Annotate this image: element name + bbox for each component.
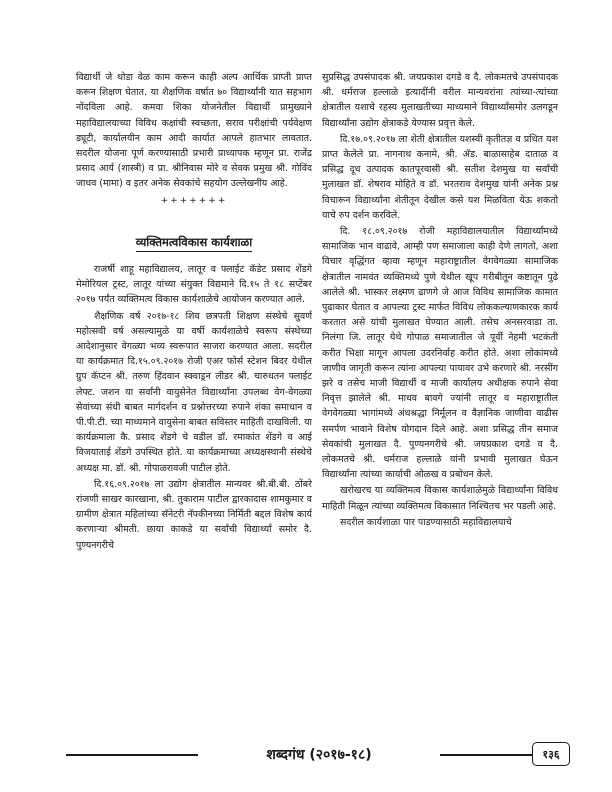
footer-left-rule	[66, 754, 198, 756]
section-heading: व्यक्तिमत्वविकास कार्यशाळा	[136, 235, 253, 252]
right-paragraph-1: सुप्रसिद्ध उपसंपादक श्री. जयप्रकाश दगडे व दै. लोकमतचे उपसंपादक श्री. धर्मराज हल्लाळे इत्यादींनी वरील मान्यवरांना त्यांच्या-त्यांच्या क्षेत्रातील यशाचे रहस्य मुलाखतीच्या माध्यमाने विद्यार्थ्यांसमोर उलगडून विद्यार्थ्यांना उद्योग क्षेत्राकडे येण्यास प्रवृत्त केले.	[322, 72, 558, 129]
footer-right-rule	[440, 754, 532, 756]
left-paragraph-2: राजर्षी शाहू महाविद्यालय, लातूर व फ्लाईट कॅडेट प्रसाद शेंडगे मेमोरियल ट्रस्ट, लातूर यांच्या संयुक्त विद्यमाने दि.१५ ते १८ सप्टेंबर २०१७ पर्यंत व्यक्तिमत्व विकास कार्यशाळेचे आयोजन करण्यात आले.	[76, 264, 312, 306]
left-paragraph-4: दि.१६.०९.२०१७ ला उद्योग क्षेत्रातील मान्यवर श्री.बी.बी. ठोंबरे रांजणी साखर कारखाना, श्री. तुकाराम पाटील द्वारकादास शामकुमार व ग्रामीण क्षेत्रात महिलांच्या सॅनेटरी नॅपकीनच्या निर्मिती बद्दल विशेष कार्य करणाऱ्या श्रीमती. छाया काकडे या सर्वांची विद्यार्थ्यां समोर दै. पुण्यनगरीचे	[76, 478, 312, 551]
footer-title: शब्दगंध (२०१७-१८)	[266, 747, 372, 763]
page-number: १३६	[532, 742, 570, 766]
section-heading-wrap	[76, 235, 312, 252]
right-paragraph-5: सदरील कार्यशाळा पार पाडण्यासाठी महाविद्यालयाचे	[340, 516, 512, 528]
right-column	[322, 70, 558, 531]
right-paragraph-3: दि. १८.०९.२०१७ रोजी महाविद्यालयातील विद्यार्थ्यांमध्ये सामाजिक भान वाढावे, आम्ही पण समाजाला काही देणे लागतो, अशा विचार वृद्धिंगत व्हावा म्हणून महाराष्ट्रातील वेगवेगळ्या सामाजिक क्षेत्रातील नामवंत व्यक्तिमध्ये पुणे येथील खूप गरीबीतून कष्टातून पुढे आलेले श्री. भास्कर लक्ष्मण ढाणगे जे आज विविध सामाजिक कामात पुढाकार घेतात व आपल्या ट्रस्ट मार्फत विविध लोककल्याणकारक कार्य करतात असे यांची मुलाखत घेण्यात आली. तसेच अनसरवाडा ता. निलंगा जि. लातूर येथे गोपाळ समाजातील जे पूर्वी नेहमी भटकंती करीत भिक्षा मागून आपला उदरनिर्वाह करीत होते. अशा लोकांमध्ये जाणीव जागृती करून त्यांना आपल्या पायावर उभे करणारे श्री. नरसींग झरे व तसेच माजी विद्यार्थी व माजी कार्यालय अधीक्षक रुपाने सेवा निवृत्त झालेले श्री. माधव बावगे ज्यांनी लातूर व महाराष्ट्रातील वेगवेगळ्या भागांमध्ये अंधश्रद्धा निर्मूलन व वैज्ञानिक जाणीवा वाढीस समर्पण भावाने विशेष योगदान दिले आहे. अशा प्रसिद्ध तीन समाज सेवकांची मुलाखत दै. पुण्यनगरीचे श्री. जयप्रकाश दगडे व दै. लोकमतचे श्री. धर्मराज हल्लाळे यांनी प्रभावी मुलाखत घेऊन विद्यार्थ्यांना त्यांच्या कार्याची ओळख व प्रबोधन केले.	[322, 226, 558, 481]
page-footer	[66, 741, 572, 771]
right-paragraph-4: खरोखरच या व्यक्तिमत्व विकास कार्यशाळेमुळे विद्यार्थ्यांना विविध माहिती मिळून त्यांच्या व्यक्तिमत्व विकासात निश्चितच भर पडली आहे.	[322, 485, 558, 512]
right-paragraph-2: दि.१७.०९.२०१७ ला शेती क्षेत्रातील यशस्वी कृतीतज्ञ व प्रथित यश प्राप्त केलेले प्रा. नागनाथ कनामे, श्री. ॲड. बाळासाहेब दाताळ व प्रसिद्ध दूध उत्पादक कातपूरवासी श्री. सतीश देशमुख या सर्वांची मुलाखत डॉ. शेषराव मोहिते व डॉ. भरतराव देशमुख यांनी अनेक प्रश्न विचारून विद्यार्थ्यांना शेतीतून देखील कसे यश मिळविता येऊ शकतो याचे रुप दर्शन करविले.	[322, 133, 558, 221]
left-column	[76, 70, 312, 554]
section-divider-stars: +++++++	[160, 195, 228, 206]
left-paragraph-3: शैक्षणिक वर्ष २०१७-१८ शिव छत्रपती शिक्षण संस्थेचे सुवर्ण महोत्सवी वर्ष असल्यामुळे या वर्षी कार्यशाळेचे स्वरूप संस्थेच्या आदेशानुसार वेगळ्या भव्य स्वरूपात साजरा करण्यात आला. सदरील या कार्यक्रमात दि.१५.०९.२०१७ रोजी एअर फोर्स स्टेशन बिदर येथील ग्रुप कॅप्टन श्री. तरुण हिंदवान स्क्वाड्रन लीडर श्री. चारुधतन फ्लाईट लेफ्ट. जशन या सर्वांनी वायुसेनेत विद्यार्थ्यांना उपलब्ध वेग-वेगळ्या सेवांच्या संधी बाबत मार्गदर्शन व प्रश्नोत्तरच्या रुपाने शंका समाधान व पी.पी.टी. च्या माध्यमाने वायुसेना बाबत सविस्तर माहिती दाखविली. या कार्यक्रमाला कै. प्रसाद शेंडगे चे वडील डॉ. रमाकांत शेंडगे व आई विजयाताई शेंडगे उपस्थित होते. या कार्यक्रमाच्या अध्यक्षस्थानी संस्थेचे अध्यक्ष मा. डॉ. श्री. गोपाळरावजी पाटील होते.	[76, 310, 312, 474]
left-paragraph-1: विद्यार्थी जे थोडा वेळ काम करून काही अल्प आर्थिक प्राप्ती प्राप्त करून शिक्षण घेतात. या शैक्षणिक वर्षात ७० विद्यार्थ्यांनी यात सहभाग नोंदविला आहे. कमवा शिका योजनेतील विद्यार्थी प्रामुख्याने महाविद्यालयाच्या विविध कक्षांची स्वच्छता, सराव परीक्षांची पर्यवेक्षण ड्यूटी, कार्यालयीन काम आदी कार्यात आपले हातभार लावतात. सदरील योजना पूर्ण करण्यासाठी प्रभारी प्राध्यापक म्हणून प्रा. राजेंद्र प्रसाद आर्य (शास्त्री) व प्रा. श्रीनिवास मोरे व सेवक प्रमुख श्री. गोविंद जाधव (मामा) व इतर अनेक सेवकांचे सहयोग उल्लेखनीय आहे.	[76, 72, 312, 190]
